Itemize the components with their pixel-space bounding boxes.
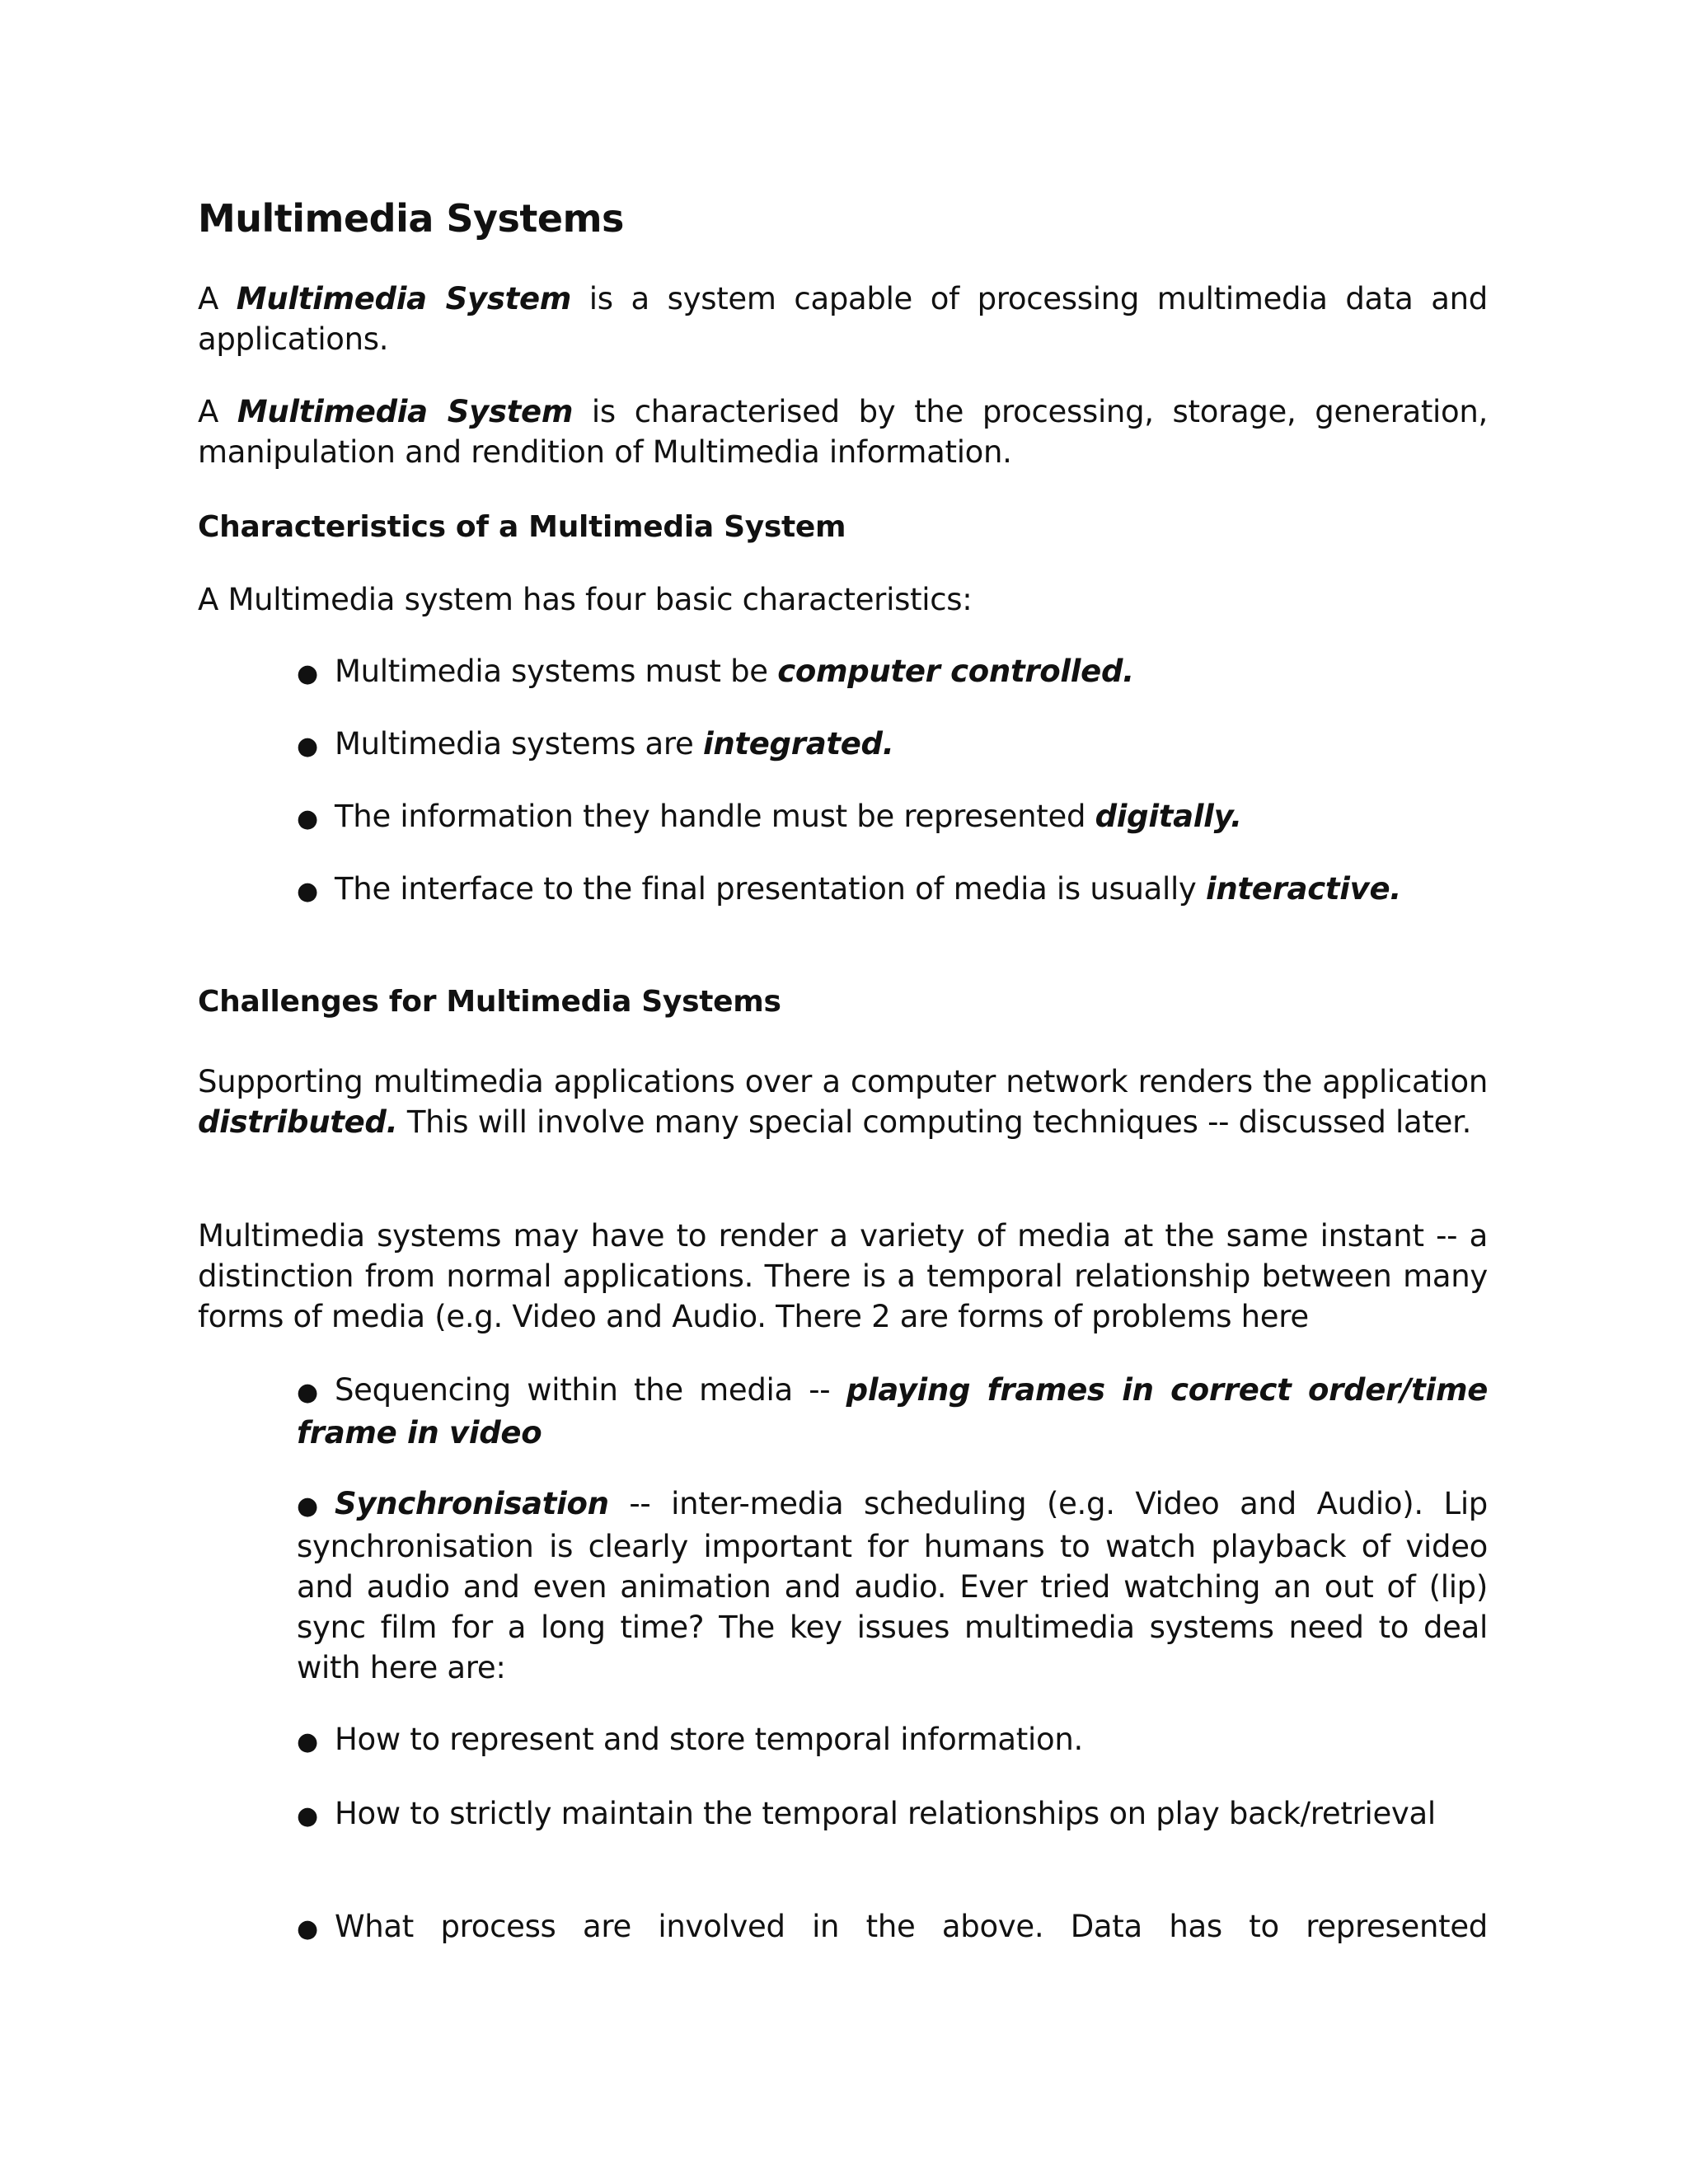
list-item [297, 796, 1488, 839]
subheading-characteristics: Characteristics of a Multimedia System [198, 510, 846, 544]
text: A [198, 394, 237, 429]
emphasis: playing frames in correct order/time frame in video [297, 1372, 1488, 1451]
emphasis: interactive. [1206, 871, 1401, 907]
term: Multimedia System [236, 281, 572, 316]
text: Multimedia systems are [335, 726, 703, 762]
text: The information they handle must be represented [335, 799, 1095, 834]
text: Sequencing within the media -- [335, 1372, 846, 1408]
bullet-icon: ● [297, 877, 318, 906]
characteristics-intro: A Multimedia system has four basic characteristics: [198, 582, 973, 617]
paragraph-definition-2 [198, 391, 1488, 472]
paragraph-temporal: Multimedia systems may have to render a variety of media at the same instant -- a distinction from normal applications. There is a temporal relationship between many forms of media (e.g. Video and Audio. There 2 are forms of problems here [198, 1218, 1488, 1334]
list-item [297, 1906, 1488, 1949]
bullet-icon: ● [297, 659, 318, 688]
bullet-icon: ● [297, 1492, 318, 1521]
text: How to strictly maintain the temporal relationships on play back/retrieval [335, 1796, 1436, 1831]
text: How to represent and store temporal information. [335, 1722, 1083, 1757]
list-item [297, 1483, 1488, 1688]
text: Multimedia systems must be [335, 654, 778, 689]
text: is a system capable of processing multimedia data and applications. [198, 281, 1488, 357]
bullet-icon: ● [297, 1915, 318, 1943]
text: What process are involved in the above. Data has to represented [335, 1909, 1488, 1944]
list-item [297, 1719, 1488, 1762]
text: This will involve many special computing techniques -- discussed later. [397, 1104, 1472, 1140]
emphasis: integrated. [702, 726, 894, 762]
list-item [297, 651, 1488, 694]
text: -- inter-media scheduling (e.g. Video and Audio). Lip synchronisation is clearly important for humans to watch playback of video and audio and even animation and audio. Ever tried watching an out of (lip) sync film for a long time? The key issues multimedia systems need to deal with here are: [297, 1486, 1488, 1685]
bullet-icon: ● [297, 732, 318, 761]
text: is characterised by the processing, storage, generation, manipulation and rendition of Multimedia information. [198, 394, 1488, 470]
page-title: Multimedia Systems [198, 196, 624, 241]
bullet-icon: ● [297, 1802, 318, 1830]
list-item [297, 724, 1488, 766]
list-item [297, 1370, 1488, 1453]
section-title-challenges: Challenges for Multimedia Systems [198, 985, 781, 1019]
text: Supporting multimedia applications over a computer network renders the application [198, 1064, 1488, 1099]
bullet-icon: ● [297, 1378, 318, 1407]
paragraph-definition-1 [198, 279, 1488, 359]
term: Multimedia System [237, 394, 574, 429]
text: A [198, 281, 237, 316]
bullet-icon: ● [297, 804, 318, 833]
bullet-icon: ● [297, 1727, 318, 1756]
emphasis: digitally. [1095, 799, 1242, 834]
emphasis: computer controlled. [777, 654, 1134, 689]
text: The interface to the final presentation of media is usually [335, 871, 1206, 907]
list-item [297, 869, 1488, 912]
emphasis: distributed. [198, 1104, 398, 1140]
emphasis: Synchronisation [335, 1486, 609, 1521]
list-item [297, 1793, 1488, 1836]
paragraph-distributed [198, 1062, 1488, 1142]
